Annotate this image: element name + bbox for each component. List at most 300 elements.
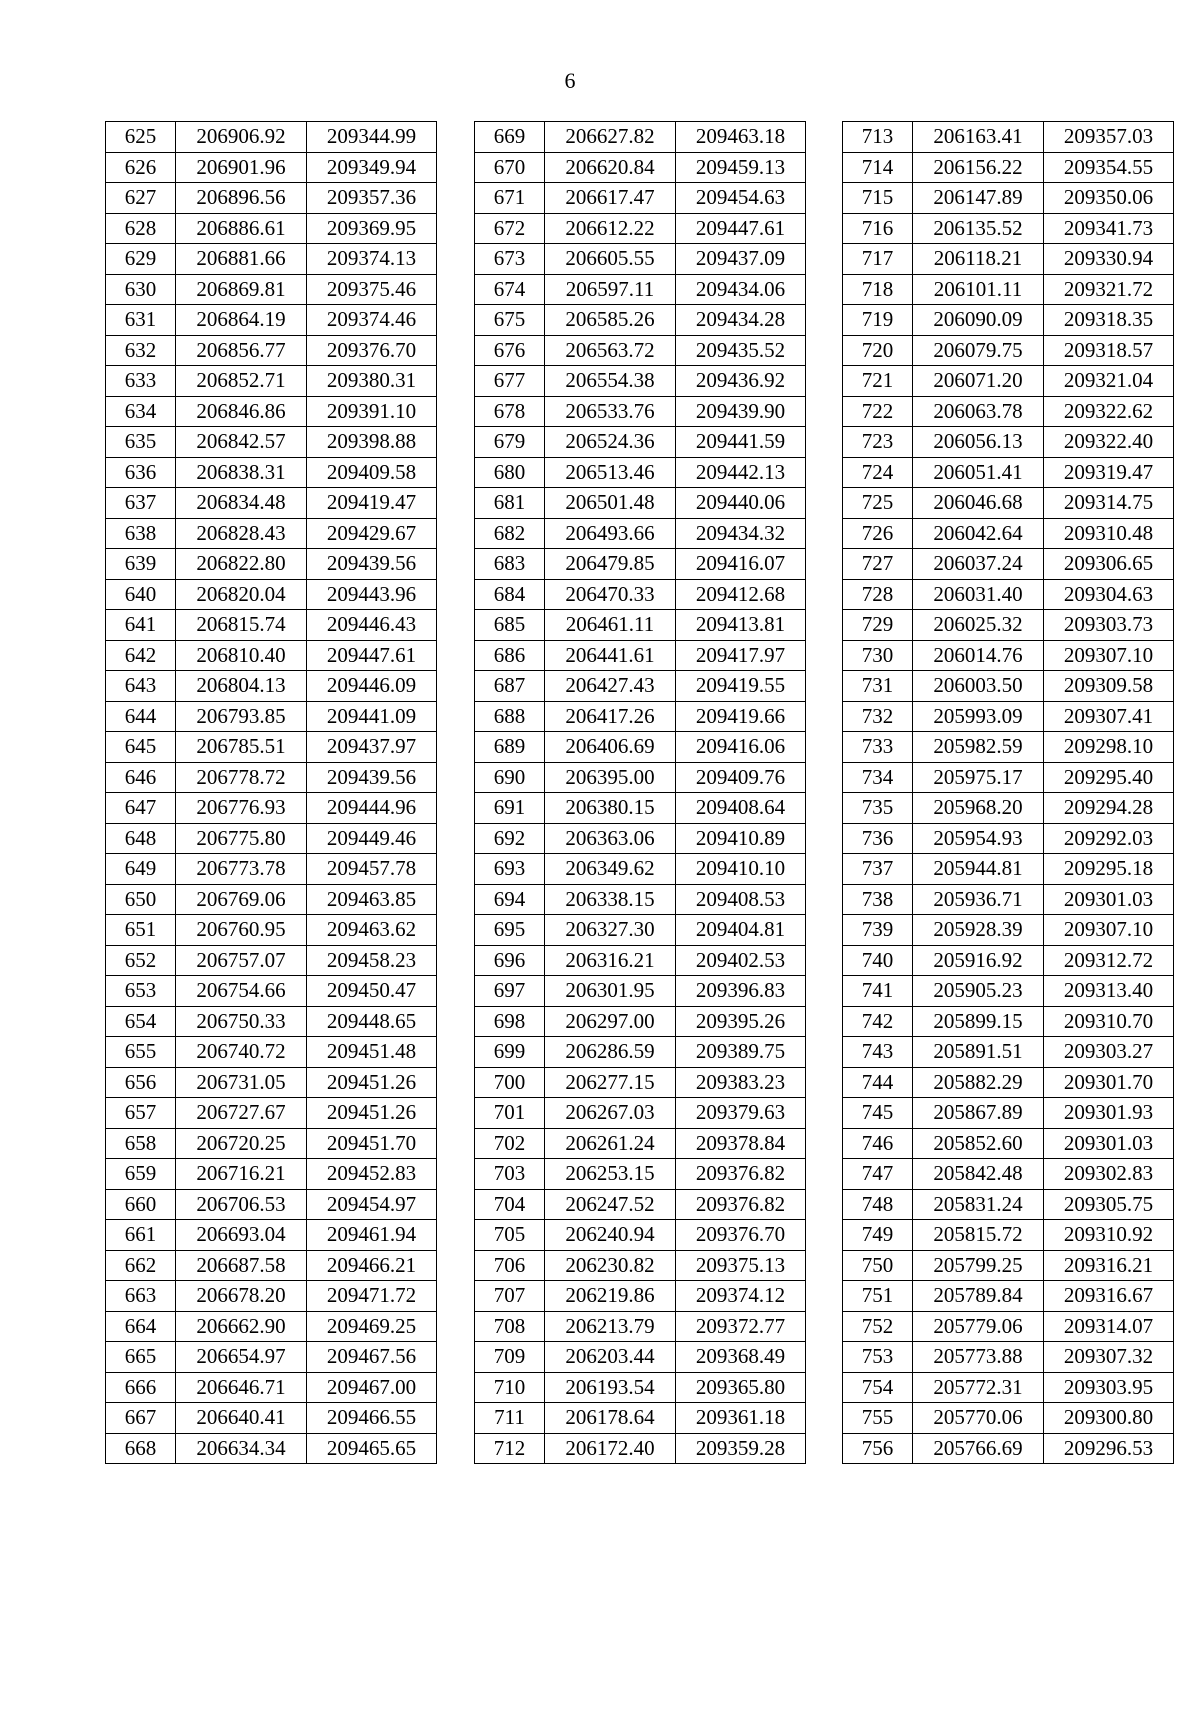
- y-coordinate-cell: 209314.07: [1044, 1311, 1174, 1342]
- x-coordinate-cell: 206662.90: [176, 1311, 307, 1342]
- y-coordinate-cell: 209408.53: [676, 884, 806, 915]
- table-row: [843, 1006, 1174, 1037]
- y-coordinate-cell: 209413.81: [676, 610, 806, 641]
- y-coordinate-cell: 209303.73: [1044, 610, 1174, 641]
- y-coordinate-cell: 209376.70: [307, 335, 437, 366]
- x-coordinate-cell: 206156.22: [913, 152, 1044, 183]
- y-coordinate-cell: 209330.94: [1044, 244, 1174, 275]
- table-row: [475, 610, 806, 641]
- y-coordinate-cell: 209454.63: [676, 183, 806, 214]
- table-row: [843, 610, 1174, 641]
- point-number-cell: 731: [843, 671, 913, 702]
- point-number-cell: 660: [106, 1189, 176, 1220]
- x-coordinate-cell: 206716.21: [176, 1159, 307, 1190]
- x-coordinate-cell: 206810.40: [176, 640, 307, 671]
- y-coordinate-cell: 209435.52: [676, 335, 806, 366]
- table-row: [843, 701, 1174, 732]
- point-number-cell: 751: [843, 1281, 913, 1312]
- point-number-cell: 744: [843, 1067, 913, 1098]
- x-coordinate-cell: 206172.40: [545, 1433, 676, 1464]
- x-coordinate-cell: 206856.77: [176, 335, 307, 366]
- x-coordinate-cell: 206620.84: [545, 152, 676, 183]
- x-coordinate-cell: 206042.64: [913, 518, 1044, 549]
- table-row: [843, 335, 1174, 366]
- y-coordinate-cell: 209376.70: [676, 1220, 806, 1251]
- x-coordinate-cell: 206727.67: [176, 1098, 307, 1129]
- y-coordinate-cell: 209436.92: [676, 366, 806, 397]
- table-row: [106, 1037, 437, 1068]
- x-coordinate-cell: 206852.71: [176, 366, 307, 397]
- table-row: [843, 1037, 1174, 1068]
- y-coordinate-cell: 209457.78: [307, 854, 437, 885]
- point-number-cell: 720: [843, 335, 913, 366]
- x-coordinate-cell: 205789.84: [913, 1281, 1044, 1312]
- point-number-cell: 753: [843, 1342, 913, 1373]
- x-coordinate-cell: 206906.92: [176, 122, 307, 153]
- x-coordinate-cell: 206646.71: [176, 1372, 307, 1403]
- y-coordinate-cell: 209463.62: [307, 915, 437, 946]
- y-coordinate-cell: 209372.77: [676, 1311, 806, 1342]
- table-row: [843, 518, 1174, 549]
- point-number-cell: 725: [843, 488, 913, 519]
- x-coordinate-cell: 206842.57: [176, 427, 307, 458]
- x-coordinate-cell: 206769.06: [176, 884, 307, 915]
- x-coordinate-cell: 205916.92: [913, 945, 1044, 976]
- x-coordinate-cell: 206327.30: [545, 915, 676, 946]
- point-number-cell: 672: [475, 213, 545, 244]
- x-coordinate-cell: 205936.71: [913, 884, 1044, 915]
- x-coordinate-cell: 206757.07: [176, 945, 307, 976]
- point-number-cell: 699: [475, 1037, 545, 1068]
- point-number-cell: 626: [106, 152, 176, 183]
- table-row: [106, 488, 437, 519]
- point-number-cell: 661: [106, 1220, 176, 1251]
- table-row: [106, 366, 437, 397]
- y-coordinate-cell: 209441.09: [307, 701, 437, 732]
- x-coordinate-cell: 206203.44: [545, 1342, 676, 1373]
- x-coordinate-cell: 206838.31: [176, 457, 307, 488]
- point-number-cell: 632: [106, 335, 176, 366]
- point-number-cell: 709: [475, 1342, 545, 1373]
- table-row: [843, 762, 1174, 793]
- table-row: [843, 366, 1174, 397]
- point-number-cell: 733: [843, 732, 913, 763]
- point-number-cell: 716: [843, 213, 913, 244]
- y-coordinate-cell: 209451.26: [307, 1098, 437, 1129]
- table-row: [475, 335, 806, 366]
- point-number-cell: 711: [475, 1403, 545, 1434]
- table-row: [106, 1159, 437, 1190]
- y-coordinate-cell: 209446.09: [307, 671, 437, 702]
- table-row: [843, 1403, 1174, 1434]
- x-coordinate-cell: 206563.72: [545, 335, 676, 366]
- y-coordinate-cell: 209416.07: [676, 549, 806, 580]
- y-coordinate-cell: 209450.47: [307, 976, 437, 1007]
- y-coordinate-cell: 209419.66: [676, 701, 806, 732]
- x-coordinate-cell: 206101.11: [913, 274, 1044, 305]
- table-row: [843, 1159, 1174, 1190]
- point-number-cell: 675: [475, 305, 545, 336]
- point-number-cell: 668: [106, 1433, 176, 1464]
- table-row: [106, 945, 437, 976]
- table-row: [475, 427, 806, 458]
- table-row: [843, 976, 1174, 1007]
- x-coordinate-cell: 206785.51: [176, 732, 307, 763]
- x-coordinate-cell: 206773.78: [176, 854, 307, 885]
- point-number-cell: 628: [106, 213, 176, 244]
- x-coordinate-cell: 205954.93: [913, 823, 1044, 854]
- point-number-cell: 754: [843, 1372, 913, 1403]
- point-number-cell: 708: [475, 1311, 545, 1342]
- table-row: [843, 854, 1174, 885]
- table-row: [843, 732, 1174, 763]
- point-number-cell: 639: [106, 549, 176, 580]
- y-coordinate-cell: 209344.99: [307, 122, 437, 153]
- table-row: [475, 1220, 806, 1251]
- x-coordinate-cell: 206090.09: [913, 305, 1044, 336]
- point-number-cell: 640: [106, 579, 176, 610]
- table-row: [843, 213, 1174, 244]
- table-row: [843, 396, 1174, 427]
- y-coordinate-cell: 209374.12: [676, 1281, 806, 1312]
- point-number-cell: 685: [475, 610, 545, 641]
- y-coordinate-cell: 209321.72: [1044, 274, 1174, 305]
- x-coordinate-cell: 206822.80: [176, 549, 307, 580]
- y-coordinate-cell: 209434.06: [676, 274, 806, 305]
- point-number-cell: 752: [843, 1311, 913, 1342]
- table-row: [475, 640, 806, 671]
- table-row: [475, 366, 806, 397]
- x-coordinate-cell: 206815.74: [176, 610, 307, 641]
- point-number-cell: 690: [475, 762, 545, 793]
- point-number-cell: 674: [475, 274, 545, 305]
- table-row: [106, 1098, 437, 1129]
- table-row: [475, 579, 806, 610]
- y-coordinate-cell: 209409.58: [307, 457, 437, 488]
- y-coordinate-cell: 209419.47: [307, 488, 437, 519]
- y-coordinate-cell: 209378.84: [676, 1128, 806, 1159]
- y-coordinate-cell: 209374.46: [307, 305, 437, 336]
- point-number-cell: 682: [475, 518, 545, 549]
- y-coordinate-cell: 209379.63: [676, 1098, 806, 1129]
- table-row: [475, 1281, 806, 1312]
- point-number-cell: 655: [106, 1037, 176, 1068]
- x-coordinate-cell: 205852.60: [913, 1128, 1044, 1159]
- point-number-cell: 659: [106, 1159, 176, 1190]
- x-coordinate-cell: 206031.40: [913, 579, 1044, 610]
- table-row: [475, 945, 806, 976]
- coordinates-table-3: [842, 121, 1174, 1464]
- table-row: [106, 793, 437, 824]
- point-number-cell: 710: [475, 1372, 545, 1403]
- y-coordinate-cell: 209349.94: [307, 152, 437, 183]
- x-coordinate-cell: 206297.00: [545, 1006, 676, 1037]
- x-coordinate-cell: 205944.81: [913, 854, 1044, 885]
- point-number-cell: 677: [475, 366, 545, 397]
- table-row: [106, 1281, 437, 1312]
- x-coordinate-cell: 206793.85: [176, 701, 307, 732]
- point-number-cell: 722: [843, 396, 913, 427]
- point-number-cell: 745: [843, 1098, 913, 1129]
- y-coordinate-cell: 209322.62: [1044, 396, 1174, 427]
- y-coordinate-cell: 209465.65: [307, 1433, 437, 1464]
- table-row: [106, 1128, 437, 1159]
- table-row: [475, 671, 806, 702]
- y-coordinate-cell: 209305.75: [1044, 1189, 1174, 1220]
- x-coordinate-cell: 206338.15: [545, 884, 676, 915]
- table-row: [475, 183, 806, 214]
- y-coordinate-cell: 209449.46: [307, 823, 437, 854]
- point-number-cell: 692: [475, 823, 545, 854]
- point-number-cell: 678: [475, 396, 545, 427]
- y-coordinate-cell: 209444.96: [307, 793, 437, 824]
- table-row: [106, 305, 437, 336]
- table-row: [843, 579, 1174, 610]
- point-number-cell: 748: [843, 1189, 913, 1220]
- point-number-cell: 669: [475, 122, 545, 153]
- point-number-cell: 698: [475, 1006, 545, 1037]
- point-number-cell: 680: [475, 457, 545, 488]
- y-coordinate-cell: 209398.88: [307, 427, 437, 458]
- point-number-cell: 712: [475, 1433, 545, 1464]
- table-row: [475, 823, 806, 854]
- point-number-cell: 634: [106, 396, 176, 427]
- y-coordinate-cell: 209437.97: [307, 732, 437, 763]
- point-number-cell: 691: [475, 793, 545, 824]
- y-coordinate-cell: 209416.06: [676, 732, 806, 763]
- x-coordinate-cell: 206834.48: [176, 488, 307, 519]
- y-coordinate-cell: 209357.36: [307, 183, 437, 214]
- y-coordinate-cell: 209301.93: [1044, 1098, 1174, 1129]
- x-coordinate-cell: 206617.47: [545, 183, 676, 214]
- table-row: [475, 305, 806, 336]
- table-row: [106, 549, 437, 580]
- y-coordinate-cell: 209302.83: [1044, 1159, 1174, 1190]
- y-coordinate-cell: 209466.55: [307, 1403, 437, 1434]
- x-coordinate-cell: 206135.52: [913, 213, 1044, 244]
- x-coordinate-cell: 205975.17: [913, 762, 1044, 793]
- x-coordinate-cell: 206286.59: [545, 1037, 676, 1068]
- x-coordinate-cell: 206461.11: [545, 610, 676, 641]
- point-number-cell: 631: [106, 305, 176, 336]
- x-coordinate-cell: 205799.25: [913, 1250, 1044, 1281]
- table-row: [106, 884, 437, 915]
- x-coordinate-cell: 205993.09: [913, 701, 1044, 732]
- y-coordinate-cell: 209368.49: [676, 1342, 806, 1373]
- y-coordinate-cell: 209434.28: [676, 305, 806, 336]
- point-number-cell: 695: [475, 915, 545, 946]
- table-row: [843, 1189, 1174, 1220]
- x-coordinate-cell: 206406.69: [545, 732, 676, 763]
- point-number-cell: 717: [843, 244, 913, 275]
- x-coordinate-cell: 206846.86: [176, 396, 307, 427]
- x-coordinate-cell: 205842.48: [913, 1159, 1044, 1190]
- point-number-cell: 644: [106, 701, 176, 732]
- y-coordinate-cell: 209354.55: [1044, 152, 1174, 183]
- table-row: [106, 244, 437, 275]
- y-coordinate-cell: 209313.40: [1044, 976, 1174, 1007]
- table-row: [475, 244, 806, 275]
- y-coordinate-cell: 209434.32: [676, 518, 806, 549]
- y-coordinate-cell: 209467.56: [307, 1342, 437, 1373]
- x-coordinate-cell: 206417.26: [545, 701, 676, 732]
- table-row: [106, 1189, 437, 1220]
- y-coordinate-cell: 209314.75: [1044, 488, 1174, 519]
- y-coordinate-cell: 209441.59: [676, 427, 806, 458]
- table-row: [475, 213, 806, 244]
- point-number-cell: 735: [843, 793, 913, 824]
- x-coordinate-cell: 206046.68: [913, 488, 1044, 519]
- x-coordinate-cell: 206731.05: [176, 1067, 307, 1098]
- point-number-cell: 673: [475, 244, 545, 275]
- y-coordinate-cell: 209471.72: [307, 1281, 437, 1312]
- point-number-cell: 664: [106, 1311, 176, 1342]
- point-number-cell: 670: [475, 152, 545, 183]
- table-row: [843, 823, 1174, 854]
- point-number-cell: 642: [106, 640, 176, 671]
- y-coordinate-cell: 209316.67: [1044, 1281, 1174, 1312]
- point-number-cell: 741: [843, 976, 913, 1007]
- x-coordinate-cell: 206687.58: [176, 1250, 307, 1281]
- y-coordinate-cell: 209307.10: [1044, 915, 1174, 946]
- point-number-cell: 700: [475, 1067, 545, 1098]
- point-number-cell: 641: [106, 610, 176, 641]
- table-row: [106, 1372, 437, 1403]
- y-coordinate-cell: 209310.48: [1044, 518, 1174, 549]
- point-number-cell: 657: [106, 1098, 176, 1129]
- x-coordinate-cell: 206479.85: [545, 549, 676, 580]
- y-coordinate-cell: 209322.40: [1044, 427, 1174, 458]
- x-coordinate-cell: 205815.72: [913, 1220, 1044, 1251]
- table-row: [843, 122, 1174, 153]
- table-row: [106, 610, 437, 641]
- x-coordinate-cell: 206706.53: [176, 1189, 307, 1220]
- y-coordinate-cell: 209391.10: [307, 396, 437, 427]
- coordinates-table-2: [474, 121, 806, 1464]
- x-coordinate-cell: 206640.41: [176, 1403, 307, 1434]
- x-coordinate-cell: 206597.11: [545, 274, 676, 305]
- x-coordinate-cell: 206554.38: [545, 366, 676, 397]
- table-row: [475, 1006, 806, 1037]
- table-body: [106, 122, 437, 1464]
- point-number-cell: 756: [843, 1433, 913, 1464]
- point-number-cell: 696: [475, 945, 545, 976]
- table-row: [843, 671, 1174, 702]
- coordinates-table-1: [105, 121, 437, 1464]
- y-coordinate-cell: 209316.21: [1044, 1250, 1174, 1281]
- table-row: [106, 701, 437, 732]
- table-row: [475, 1098, 806, 1129]
- x-coordinate-cell: 206441.61: [545, 640, 676, 671]
- point-number-cell: 688: [475, 701, 545, 732]
- y-coordinate-cell: 209440.06: [676, 488, 806, 519]
- x-coordinate-cell: 206193.54: [545, 1372, 676, 1403]
- y-coordinate-cell: 209410.10: [676, 854, 806, 885]
- y-coordinate-cell: 209292.03: [1044, 823, 1174, 854]
- point-number-cell: 638: [106, 518, 176, 549]
- y-coordinate-cell: 209296.53: [1044, 1433, 1174, 1464]
- x-coordinate-cell: 206804.13: [176, 671, 307, 702]
- y-coordinate-cell: 209359.28: [676, 1433, 806, 1464]
- x-coordinate-cell: 205968.20: [913, 793, 1044, 824]
- y-coordinate-cell: 209402.53: [676, 945, 806, 976]
- x-coordinate-cell: 205773.88: [913, 1342, 1044, 1373]
- y-coordinate-cell: 209451.48: [307, 1037, 437, 1068]
- y-coordinate-cell: 209295.18: [1044, 854, 1174, 885]
- table-row: [475, 1037, 806, 1068]
- table-row: [106, 1342, 437, 1373]
- y-coordinate-cell: 209294.28: [1044, 793, 1174, 824]
- y-coordinate-cell: 209374.13: [307, 244, 437, 275]
- y-coordinate-cell: 209380.31: [307, 366, 437, 397]
- y-coordinate-cell: 209389.75: [676, 1037, 806, 1068]
- table-row: [106, 732, 437, 763]
- table-row: [106, 122, 437, 153]
- y-coordinate-cell: 209375.13: [676, 1250, 806, 1281]
- y-coordinate-cell: 209303.95: [1044, 1372, 1174, 1403]
- x-coordinate-cell: 206720.25: [176, 1128, 307, 1159]
- y-coordinate-cell: 209410.89: [676, 823, 806, 854]
- point-number-cell: 755: [843, 1403, 913, 1434]
- x-coordinate-cell: 205928.39: [913, 915, 1044, 946]
- x-coordinate-cell: 206247.52: [545, 1189, 676, 1220]
- table-row: [843, 640, 1174, 671]
- x-coordinate-cell: 206896.56: [176, 183, 307, 214]
- point-number-cell: 714: [843, 152, 913, 183]
- y-coordinate-cell: 209309.58: [1044, 671, 1174, 702]
- x-coordinate-cell: 206775.80: [176, 823, 307, 854]
- point-number-cell: 740: [843, 945, 913, 976]
- table-row: [475, 1311, 806, 1342]
- table-row: [475, 1250, 806, 1281]
- x-coordinate-cell: 206828.43: [176, 518, 307, 549]
- y-coordinate-cell: 209461.94: [307, 1220, 437, 1251]
- point-number-cell: 633: [106, 366, 176, 397]
- y-coordinate-cell: 209437.09: [676, 244, 806, 275]
- table-row: [106, 854, 437, 885]
- y-coordinate-cell: 209350.06: [1044, 183, 1174, 214]
- y-coordinate-cell: 209454.97: [307, 1189, 437, 1220]
- table-row: [475, 1189, 806, 1220]
- y-coordinate-cell: 209458.23: [307, 945, 437, 976]
- y-coordinate-cell: 209304.63: [1044, 579, 1174, 610]
- point-number-cell: 643: [106, 671, 176, 702]
- point-number-cell: 737: [843, 854, 913, 885]
- y-coordinate-cell: 209467.00: [307, 1372, 437, 1403]
- y-coordinate-cell: 209469.25: [307, 1311, 437, 1342]
- x-coordinate-cell: 206316.21: [545, 945, 676, 976]
- table-row: [106, 457, 437, 488]
- point-number-cell: 662: [106, 1250, 176, 1281]
- x-coordinate-cell: 205905.23: [913, 976, 1044, 1007]
- point-number-cell: 734: [843, 762, 913, 793]
- table-row: [475, 1342, 806, 1373]
- y-coordinate-cell: 209451.26: [307, 1067, 437, 1098]
- x-coordinate-cell: 206585.26: [545, 305, 676, 336]
- table-row: [106, 1433, 437, 1464]
- table-row: [843, 488, 1174, 519]
- table-row: [475, 396, 806, 427]
- x-coordinate-cell: 206634.34: [176, 1433, 307, 1464]
- point-number-cell: 749: [843, 1220, 913, 1251]
- table-row: [843, 1128, 1174, 1159]
- point-number-cell: 652: [106, 945, 176, 976]
- table-row: [106, 1220, 437, 1251]
- table-row: [106, 213, 437, 244]
- y-coordinate-cell: 209439.56: [307, 762, 437, 793]
- table-row: [475, 122, 806, 153]
- table-row: [475, 518, 806, 549]
